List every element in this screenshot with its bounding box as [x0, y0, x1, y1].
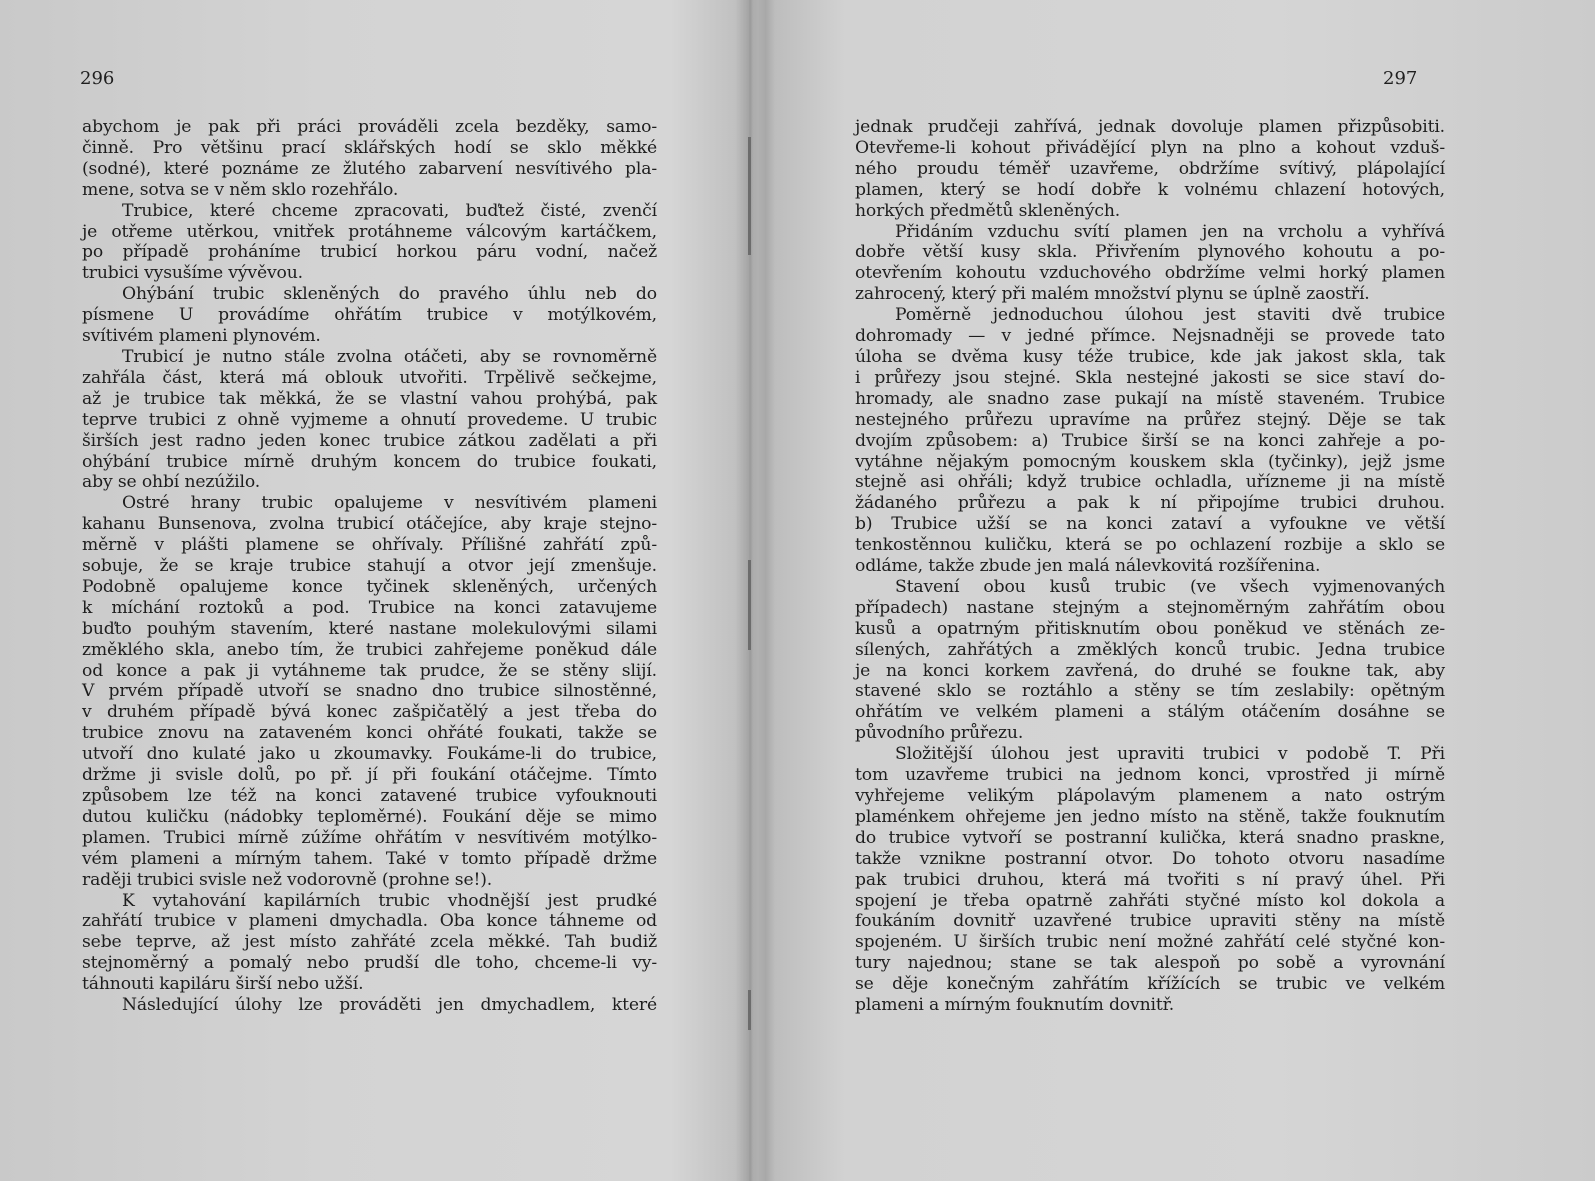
text-line: stavené sklo se roztáhlo a stěny se tím zeslabily: opětným: [855, 681, 1445, 702]
text-line: tury najednou; stane se tak alespoň po sobě a vyrovnání: [855, 953, 1445, 974]
text-line: činně. Pro většinu prací sklářských hodí se sklo měkké: [82, 137, 657, 158]
text-line: foukáním dovnitř uzavřené trubice upraviti stěny na místě: [855, 911, 1445, 932]
text-line: spojení je třeba opatrně zahřáti styčné místo kol dokola a: [855, 890, 1445, 911]
text-line: plamen, který se hodí dobře k volnému chlazení hotových,: [855, 179, 1445, 200]
text-line: sebe teprve, až jest místo zahřáté zcela měkké. Tah budiž: [82, 932, 657, 953]
text-line: případech) nastane stejným a stejnoměrným zahřátím obou: [855, 597, 1445, 618]
text-line: buďto pouhým stavením, které nastane molekulovými silami: [82, 618, 657, 639]
text-line: zahřátí trubice v plameni dmychadla. Oba konce táhneme od: [82, 911, 657, 932]
text-line: žádaného průřezu a pak k ní připojíme trubici druhou.: [855, 493, 1445, 514]
text-line: změklého skla, anebo tím, že trubici zahřejeme poněkud dále: [82, 639, 657, 660]
text-line: ohřátím ve velkém plameni a stálým otáčením dosáhne se: [855, 702, 1445, 723]
text-line: do trubice vytvoří se postranní kulička, která snadno praskne,: [855, 827, 1445, 848]
text-line: měrně v plášti plamene se ohřívaly. Přílišné zahřátí způ-: [82, 535, 657, 556]
text-line: ohýbání trubice mírně druhým koncem do trubice foukati,: [82, 451, 657, 472]
page-text: [82, 117, 657, 1016]
text-line: kusů a opatrným přitisknutím obou poněkud ve stěnách ze-: [855, 618, 1445, 639]
text-line: horkých předmětů skleněných.: [855, 200, 1121, 221]
text-line: Poměrně jednoduchou úlohou jest staviti dvě trubice: [895, 305, 1445, 326]
text-line: až je trubice tak měkká, že se vlastní vahou prohýbá, pak: [82, 388, 657, 409]
right-page: [750, 0, 1595, 1181]
text-line: plameni a mírným fouknutím dovnitř.: [855, 995, 1175, 1016]
text-line: otevřením kohoutu vzduchového obdržíme velmi horký plamen: [855, 263, 1445, 284]
text-line: dutou kuličku (nádobky teploměrné). Foukání děje se mimo: [82, 806, 657, 827]
text-line: mene, sotva se v něm sklo rozehřálo.: [82, 179, 399, 200]
page-text: [855, 117, 1445, 1016]
text-line: sílených, zahřátých a změklých konců trubic. Jedna trubice: [855, 639, 1445, 660]
text-line: Otevřeme-li kohout přivádějící plyn na plno a kohout vzduš-: [855, 137, 1445, 158]
text-line: dohromady — v jedné přímce. Nejsnadněji se provede tato: [855, 326, 1445, 347]
text-line: svítivém plameni plynovém.: [82, 326, 321, 347]
text-line: kahanu Bunsenova, zvolna trubicí otáčejíce, aby kraje stejno-: [82, 514, 657, 535]
text-line: hromady, ale snadno zase pukají na místě staveném. Trubice: [855, 388, 1445, 409]
text-line: takže vznikne postranní otvor. Do tohoto otvoru nasadíme: [855, 848, 1445, 869]
text-line: Následující úlohy lze prováděti jen dmychadlem, které: [122, 995, 657, 1016]
text-line: dvojím způsobem: a) Trubice širší se na konci zahřeje a po-: [855, 430, 1445, 451]
text-line: plamen. Trubici mírně zúžíme ohřátím v nesvítivém motýlko-: [82, 827, 657, 848]
text-line: ného proudu téměř uzavřeme, obdržíme svítivý, plápolající: [855, 158, 1445, 179]
text-line: nestejného průřezu upravíme na průřez stejný. Děje se tak: [855, 409, 1445, 430]
page-number: 297: [1383, 68, 1418, 89]
text-line: zahrocený, který při malém množství plynu se úplně zaostří.: [855, 284, 1370, 305]
text-line: pak trubici druhou, která má tvořiti s ní pravý úhel. Při: [855, 869, 1445, 890]
text-line: sobuje, že se kraje trubice stahují a otvor její zmenšuje.: [82, 556, 657, 577]
text-line: Trubicí je nutno stále zvolna otáčeti, aby se rovnoměrně: [122, 346, 657, 367]
left-page: [0, 0, 760, 1181]
text-line: držme ji svisle dolů, po př. jí při foukání otáčejme. Tímto: [82, 765, 657, 786]
text-line: b) Trubice užší se na konci zataví a vyfoukne ve větší: [855, 514, 1445, 535]
text-line: stejnoměrný a pomalý nebo prudší dle toho, chceme-li vy-: [82, 953, 657, 974]
text-line: tom uzavřeme trubici na jednom konci, vprostřed ji mírně: [855, 765, 1445, 786]
text-line: je otřeme utěrkou, vnitřek protáhneme válcovým kartáčkem,: [82, 221, 657, 242]
text-line: je na konci korkem zavřená, do druhé se foukne tak, aby: [855, 660, 1445, 681]
text-line: po případě proháníme trubicí horkou páru vodní, načež: [82, 242, 657, 263]
text-line: Ohýbání trubic skleněných do pravého úhlu neb do: [122, 284, 657, 305]
text-line: k míchání roztoků a pod. Trubice na konci zatavujeme: [82, 597, 657, 618]
text-line: raději trubici svisle než vodorovně (prohne se!).: [82, 869, 493, 890]
text-line: aby se ohbí nezúžilo.: [82, 472, 261, 493]
text-line: Složitější úlohou jest upraviti trubici v podobě T. Při: [895, 744, 1445, 765]
text-line: plaménkem ohřejeme jen jedno místo na stěně, takže fouknutím: [855, 806, 1445, 827]
text-line: odláme, takže zbude jen malá nálevkovitá rozšířenina.: [855, 556, 1321, 577]
text-line: trubici vysušíme vývěvou.: [82, 263, 303, 284]
text-line: vytáhne nějakým pomocným kouskem skla (tyčinky), jejž jsme: [855, 451, 1445, 472]
page-number: 296: [80, 68, 115, 89]
text-line: se děje konečným zahřátím křížících se trubic ve velkém: [855, 974, 1445, 995]
text-line: vém plameni a mírným tahem. Také v tomto případě držme: [82, 848, 657, 869]
text-line: způsobem lze též na konci zatavené trubice vyfouknouti: [82, 786, 657, 806]
text-line: dobře větší kusy skla. Přivřením plynového kohoutu a po-: [855, 242, 1445, 263]
text-line: i průřezy jsou stejné. Skla nestejné jakosti se sice staví do-: [855, 367, 1445, 388]
text-line: teprve trubici z ohně vyjmeme a ohnutí provedeme. U trubic: [82, 409, 657, 430]
text-line: Podobně opalujeme konce tyčinek skleněných, určených: [82, 576, 657, 597]
text-line: úloha se dvěma kusy téže trubice, kde jak jakost skla, tak: [855, 346, 1445, 367]
text-line: abychom je pak při práci prováděli zcela bezděky, samo-: [82, 117, 657, 137]
text-line: tenkostěnnou kuličku, která se po ochlazení rozbije a sklo se: [855, 535, 1445, 556]
text-line: K vytahování kapilárních trubic vhodnější jest prudké: [122, 890, 657, 911]
text-line: v druhém případě bývá konec zašpičatělý a jest třeba do: [82, 702, 657, 723]
text-line: zahřála část, která má oblouk utvořiti. Trpělivě sečkejme,: [82, 367, 657, 388]
text-line: stejně asi ohřáli; když trubice ochladla, uřízneme ji na místě: [855, 472, 1445, 493]
text-line: širších jest radno jeden konec trubice zátkou zadělati a při: [82, 430, 657, 451]
text-line: od konce a pak ji vytáhneme tak prudce, že se stěny slijí.: [82, 660, 657, 681]
text-line: Stavení obou kusů trubic (ve všech vyjmenovaných: [895, 576, 1445, 597]
text-line: původního průřezu.: [855, 723, 1024, 744]
text-line: písmene U provádíme ohřátím trubice v motýlkovém,: [82, 305, 657, 326]
text-line: jednak prudčeji zahřívá, jednak dovoluje plamen přizpůsobiti.: [855, 117, 1445, 137]
text-line: utvoří dno kulaté jako u zkoumavky. Foukáme-li do trubice,: [82, 744, 657, 765]
text-line: táhnouti kapiláru širší nebo užší.: [82, 974, 364, 995]
text-line: Ostré hrany trubic opalujeme v nesvítivém plameni: [122, 493, 657, 514]
text-line: spojeném. U širších trubic není možné zahřátí celé styčné kon-: [855, 932, 1445, 953]
text-line: trubice znovu na zataveném konci ohřáté foukati, takže se: [82, 723, 657, 744]
text-line: vyhřejeme velikým plápolavým plamenem a nato ostrým: [855, 786, 1445, 806]
text-line: (sodné), které poznáme ze žlutého zabarvení nesvítivého pla-: [82, 158, 657, 179]
text-line: V prvém případě utvoří se snadno dno trubice silnostěnné,: [82, 681, 657, 702]
text-line: Přidáním vzduchu svítí plamen jen na vrcholu a vyhřívá: [895, 221, 1445, 242]
text-line: Trubice, které chceme zpracovati, buďtež čisté, zvenčí: [122, 200, 657, 221]
